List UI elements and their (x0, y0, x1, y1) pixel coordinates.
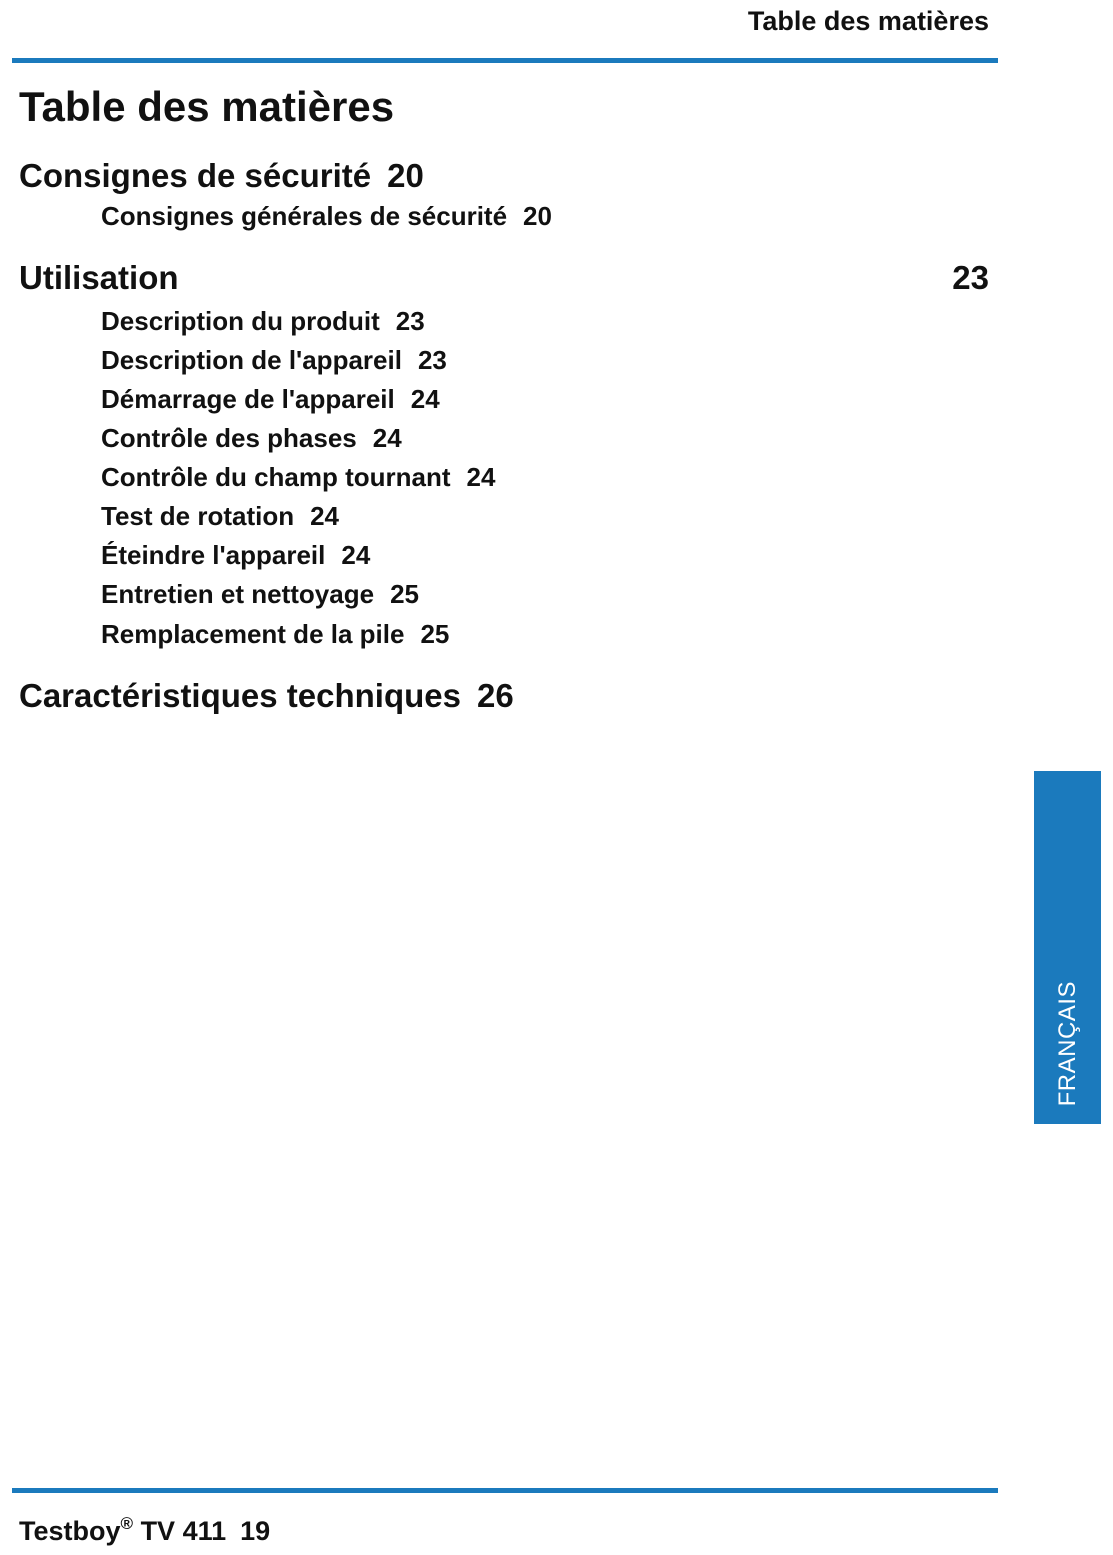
toc-section-utilisation[interactable] (19, 258, 179, 298)
toc-entry-page: 26 (477, 677, 514, 714)
toc-entry-label: Remplacement de la pile (101, 619, 405, 649)
footer-model: TV 411 (140, 1516, 227, 1546)
toc-entry-page: 24 (310, 501, 340, 531)
toc-item-eteindre-appareil[interactable] (101, 539, 370, 571)
language-tab[interactable] (1034, 771, 1101, 1124)
toc-item-remplacement-pile[interactable] (101, 618, 449, 650)
page-title: Table des matières (19, 83, 395, 130)
toc-entry-label: Contrôle du champ tournant (101, 462, 451, 492)
running-header-title: Table des matières (747, 6, 989, 36)
toc-entry-page: 23 (395, 306, 425, 336)
toc-item-test-rotation[interactable] (101, 500, 339, 532)
toc-entry-label: Entretien et nettoyage (101, 579, 375, 609)
footer-brand: Testboy (19, 1516, 121, 1546)
footer-page-number: 19 (240, 1516, 271, 1546)
toc-entry-label: Consignes générales de sécurité (101, 201, 508, 231)
page-footer (19, 1516, 270, 1547)
toc-entry-page: 24 (372, 423, 402, 453)
toc-entry-page: 23 (417, 345, 447, 375)
toc-item-controle-champ-tournant[interactable] (101, 461, 495, 493)
toc-entry-page: 24 (466, 462, 496, 492)
toc-section-utilisation-page: 23 (952, 259, 989, 296)
top-divider (12, 58, 998, 63)
bottom-divider (12, 1488, 998, 1493)
toc-entry-label: Caractéristiques techniques (19, 677, 461, 714)
toc-entry-label: Consignes de sécurité (19, 157, 372, 194)
toc-entry-label: Démarrage de l'appareil (101, 384, 395, 414)
toc-entry-label: Éteindre l'appareil (101, 540, 326, 570)
toc-entry-label: Test de rotation (101, 501, 295, 531)
toc-entry-label: Description de l'appareil (101, 345, 402, 375)
toc-entry-label: Utilisation (19, 259, 179, 296)
toc-section-caracteristiques-techniques[interactable] (19, 676, 514, 716)
toc-entry-page: 25 (420, 619, 450, 649)
toc-item-consignes-generales[interactable] (101, 200, 552, 232)
toc-item-description-produit[interactable] (101, 305, 425, 337)
toc-entry-page: 20 (523, 201, 552, 231)
toc-item-entretien-nettoyage[interactable] (101, 578, 419, 610)
toc-item-description-appareil[interactable] (101, 344, 447, 376)
registered-mark: ® (120, 1514, 134, 1533)
toc-item-controle-phases[interactable] (101, 422, 402, 454)
language-tab-label: FRANÇAIS (1053, 980, 1081, 1106)
toc-entry-page: 24 (341, 540, 371, 570)
toc-entry-label: Contrôle des phases (101, 423, 357, 453)
toc-item-demarrage-appareil[interactable] (101, 383, 440, 415)
toc-entry-page: 20 (387, 157, 424, 194)
toc-section-consignes-securite[interactable] (19, 156, 424, 196)
toc-entry-label: Description du produit (101, 306, 380, 336)
toc-entry-page: 25 (390, 579, 419, 609)
toc-entry-page: 24 (410, 384, 440, 414)
